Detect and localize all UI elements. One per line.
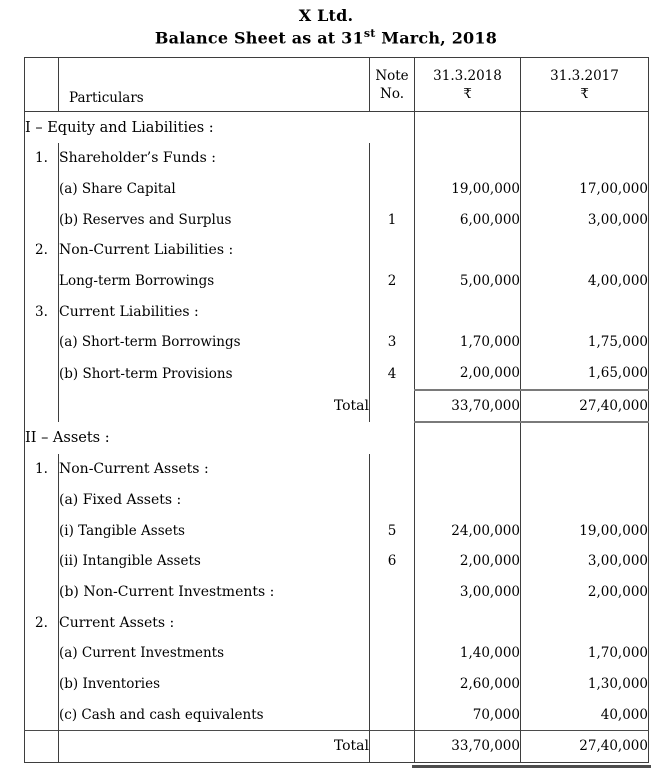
particulars-cell: (a) Share Capital <box>59 174 370 205</box>
particulars-cell: (b) Inventories <box>59 669 370 700</box>
amount-2018-cell: 1,70,000 <box>415 327 521 358</box>
amount-2018-cell: 1,40,000 <box>415 638 521 669</box>
serial-cell <box>25 515 59 546</box>
table-row <box>25 143 649 174</box>
amount-2017-cell: 27,40,000 <box>521 731 649 763</box>
particulars-cell: (c) Cash and cash equivalents <box>59 699 370 730</box>
amount-2018-cell: 2,00,000 <box>415 358 521 390</box>
sheet-title-ordinal: st <box>363 27 376 40</box>
table-row <box>25 204 649 235</box>
serial-cell <box>25 638 59 669</box>
note-cell <box>370 296 415 327</box>
amount-2018-cell: 5,00,000 <box>415 266 521 297</box>
amount-2017-cell: 19,00,000 <box>579 522 648 539</box>
serial-cell <box>25 174 59 205</box>
amount-2018-cell: 2,60,000 <box>415 669 521 700</box>
sheet-title-suffix: March, 2018 <box>375 28 498 48</box>
amount-2017-cell <box>521 235 649 266</box>
amount-2018-cell: 33,70,000 <box>415 731 521 763</box>
note-cell <box>370 699 415 730</box>
amount-2018-cell <box>415 296 521 327</box>
particulars-column-header: Particulars <box>59 58 370 112</box>
serial-cell: 1. <box>25 454 59 485</box>
amount-2017-column-header <box>521 58 649 112</box>
table-row <box>25 266 649 297</box>
note-cell <box>370 731 415 763</box>
particulars-cell: Non-Current Liabilities : <box>59 235 370 266</box>
note-cell <box>370 422 415 454</box>
amount-2017-cell: 1,30,000 <box>587 676 648 693</box>
amount-2017-cell <box>521 607 649 638</box>
table-row <box>25 327 649 358</box>
section-row <box>25 422 649 454</box>
total-row <box>25 731 649 763</box>
amount-2017-cell <box>521 422 649 454</box>
serial-cell: 3. <box>25 296 59 327</box>
amount-2018-cell: 2,00,000 <box>415 546 521 577</box>
serial-cell <box>25 731 59 763</box>
rupee-symbol-2018: ₹ <box>463 85 472 102</box>
amount-2017-cell: 4,00,000 <box>587 273 648 290</box>
particulars-cell: (b) Short-term Provisions <box>59 358 370 390</box>
note-cell: 1 <box>370 204 415 235</box>
particulars-cell: (b) Reserves and Surplus <box>59 204 370 235</box>
sheet-title-prefix: Balance Sheet as at 31 <box>154 28 364 48</box>
total-label-cell: Total <box>59 390 370 423</box>
amount-2017-cell: 40,000 <box>600 706 648 723</box>
particulars-cell: (a) Current Investments <box>59 638 370 669</box>
amount-2018-cell <box>415 454 521 485</box>
particulars-cell: Current Liabilities : <box>59 296 370 327</box>
note-cell <box>370 577 415 608</box>
rupee-symbol-2017: ₹ <box>580 85 589 102</box>
amount-2018-cell: 33,70,000 <box>415 390 521 423</box>
amount-2017-cell: 17,00,000 <box>579 181 648 198</box>
particulars-cell: Non-Current Assets : <box>59 454 370 485</box>
note-header-line2: No. <box>380 85 404 102</box>
header-row <box>25 58 649 112</box>
table-row <box>25 669 649 700</box>
section-row <box>25 112 649 143</box>
serial-cell: 1. <box>25 143 59 174</box>
serial-cell <box>25 546 59 577</box>
note-cell <box>370 174 415 205</box>
table-row <box>25 296 649 327</box>
note-cell <box>370 390 415 423</box>
table-row <box>25 235 649 266</box>
total-label-cell: Total <box>59 731 370 763</box>
amount-2017-cell: 1,75,000 <box>587 334 648 351</box>
amount-2017-cell: 1,70,000 <box>587 645 648 662</box>
amount-2017-cell: 2,00,000 <box>587 583 648 600</box>
amount-2017-cell: 3,00,000 <box>587 211 648 228</box>
total-double-rule <box>412 765 651 768</box>
amount-2018-cell: 24,00,000 <box>415 515 521 546</box>
amount-2018-cell: 19,00,000 <box>415 174 521 205</box>
table-row <box>25 607 649 638</box>
particulars-cell: (ii) Intangible Assets <box>59 546 370 577</box>
table-row <box>25 699 649 730</box>
note-cell <box>370 112 415 143</box>
note-cell <box>370 454 415 485</box>
section-label-cell: I – Equity and Liabilities : <box>25 119 214 136</box>
amount-2017-cell: 3,00,000 <box>587 553 648 570</box>
note-cell <box>370 235 415 266</box>
note-cell <box>370 485 415 516</box>
total-row <box>25 390 649 423</box>
amount-2017-cell: 1,65,000 <box>587 365 648 382</box>
serial-cell <box>25 669 59 700</box>
note-cell: 4 <box>370 358 415 390</box>
table-row <box>25 485 649 516</box>
note-cell: 5 <box>370 515 415 546</box>
amount-2018-cell <box>415 143 521 174</box>
date-2018-label: 31.3.2018 <box>433 67 502 84</box>
note-header-line1: Note <box>375 67 409 84</box>
date-2017-label: 31.3.2017 <box>550 67 619 84</box>
balance-sheet-body <box>25 112 649 762</box>
serial-cell <box>25 390 59 423</box>
amount-2018-cell <box>415 235 521 266</box>
amount-2017-cell <box>521 296 649 327</box>
table-row <box>25 174 649 205</box>
amount-2018-cell: 3,00,000 <box>415 577 521 608</box>
amount-2017-cell <box>521 454 649 485</box>
particulars-cell: Long-term Borrowings <box>59 266 370 297</box>
serial-column-header <box>25 58 59 112</box>
amount-2017-cell <box>521 143 649 174</box>
table-row <box>25 454 649 485</box>
serial-cell <box>25 204 59 235</box>
amount-2018-cell <box>415 422 521 454</box>
note-cell: 2 <box>370 266 415 297</box>
serial-cell <box>25 699 59 730</box>
balance-sheet-table <box>24 57 649 762</box>
table-row <box>25 358 649 390</box>
note-cell: 6 <box>370 546 415 577</box>
table-row <box>25 515 649 546</box>
serial-cell <box>25 485 59 516</box>
amount-2018-cell <box>415 112 521 143</box>
serial-cell <box>25 327 59 358</box>
note-column-header <box>370 58 415 112</box>
amount-2017-cell: 27,40,000 <box>521 390 649 423</box>
amount-2018-cell: 6,00,000 <box>415 204 521 235</box>
particulars-cell: (a) Short-term Borrowings <box>59 327 370 358</box>
serial-cell <box>25 358 59 390</box>
table-row <box>25 638 649 669</box>
serial-cell: 2. <box>25 607 59 638</box>
particulars-cell: (b) Non-Current Investments : <box>59 577 370 608</box>
note-cell: 3 <box>370 327 415 358</box>
table-row <box>25 577 649 608</box>
particulars-cell: Shareholder’s Funds : <box>59 143 370 174</box>
note-cell <box>370 607 415 638</box>
particulars-cell: (i) Tangible Assets <box>59 515 370 546</box>
amount-2018-column-header <box>415 58 521 112</box>
amount-2018-cell: 70,000 <box>415 699 521 730</box>
amount-2017-cell <box>521 485 649 516</box>
note-cell <box>370 638 415 669</box>
serial-cell: 2. <box>25 235 59 266</box>
note-cell <box>370 669 415 700</box>
note-cell <box>370 143 415 174</box>
serial-cell <box>25 266 59 297</box>
amount-2017-cell <box>521 112 649 143</box>
amount-2018-cell <box>415 607 521 638</box>
company-name: X Ltd. <box>298 6 354 25</box>
particulars-cell: (a) Fixed Assets : <box>59 485 370 516</box>
table-row <box>25 546 649 577</box>
amount-2018-cell <box>415 485 521 516</box>
sheet-title <box>0 27 652 47</box>
serial-cell <box>25 577 59 608</box>
particulars-cell: Current Assets : <box>59 607 370 638</box>
section-label-cell: II – Assets : <box>25 430 110 447</box>
